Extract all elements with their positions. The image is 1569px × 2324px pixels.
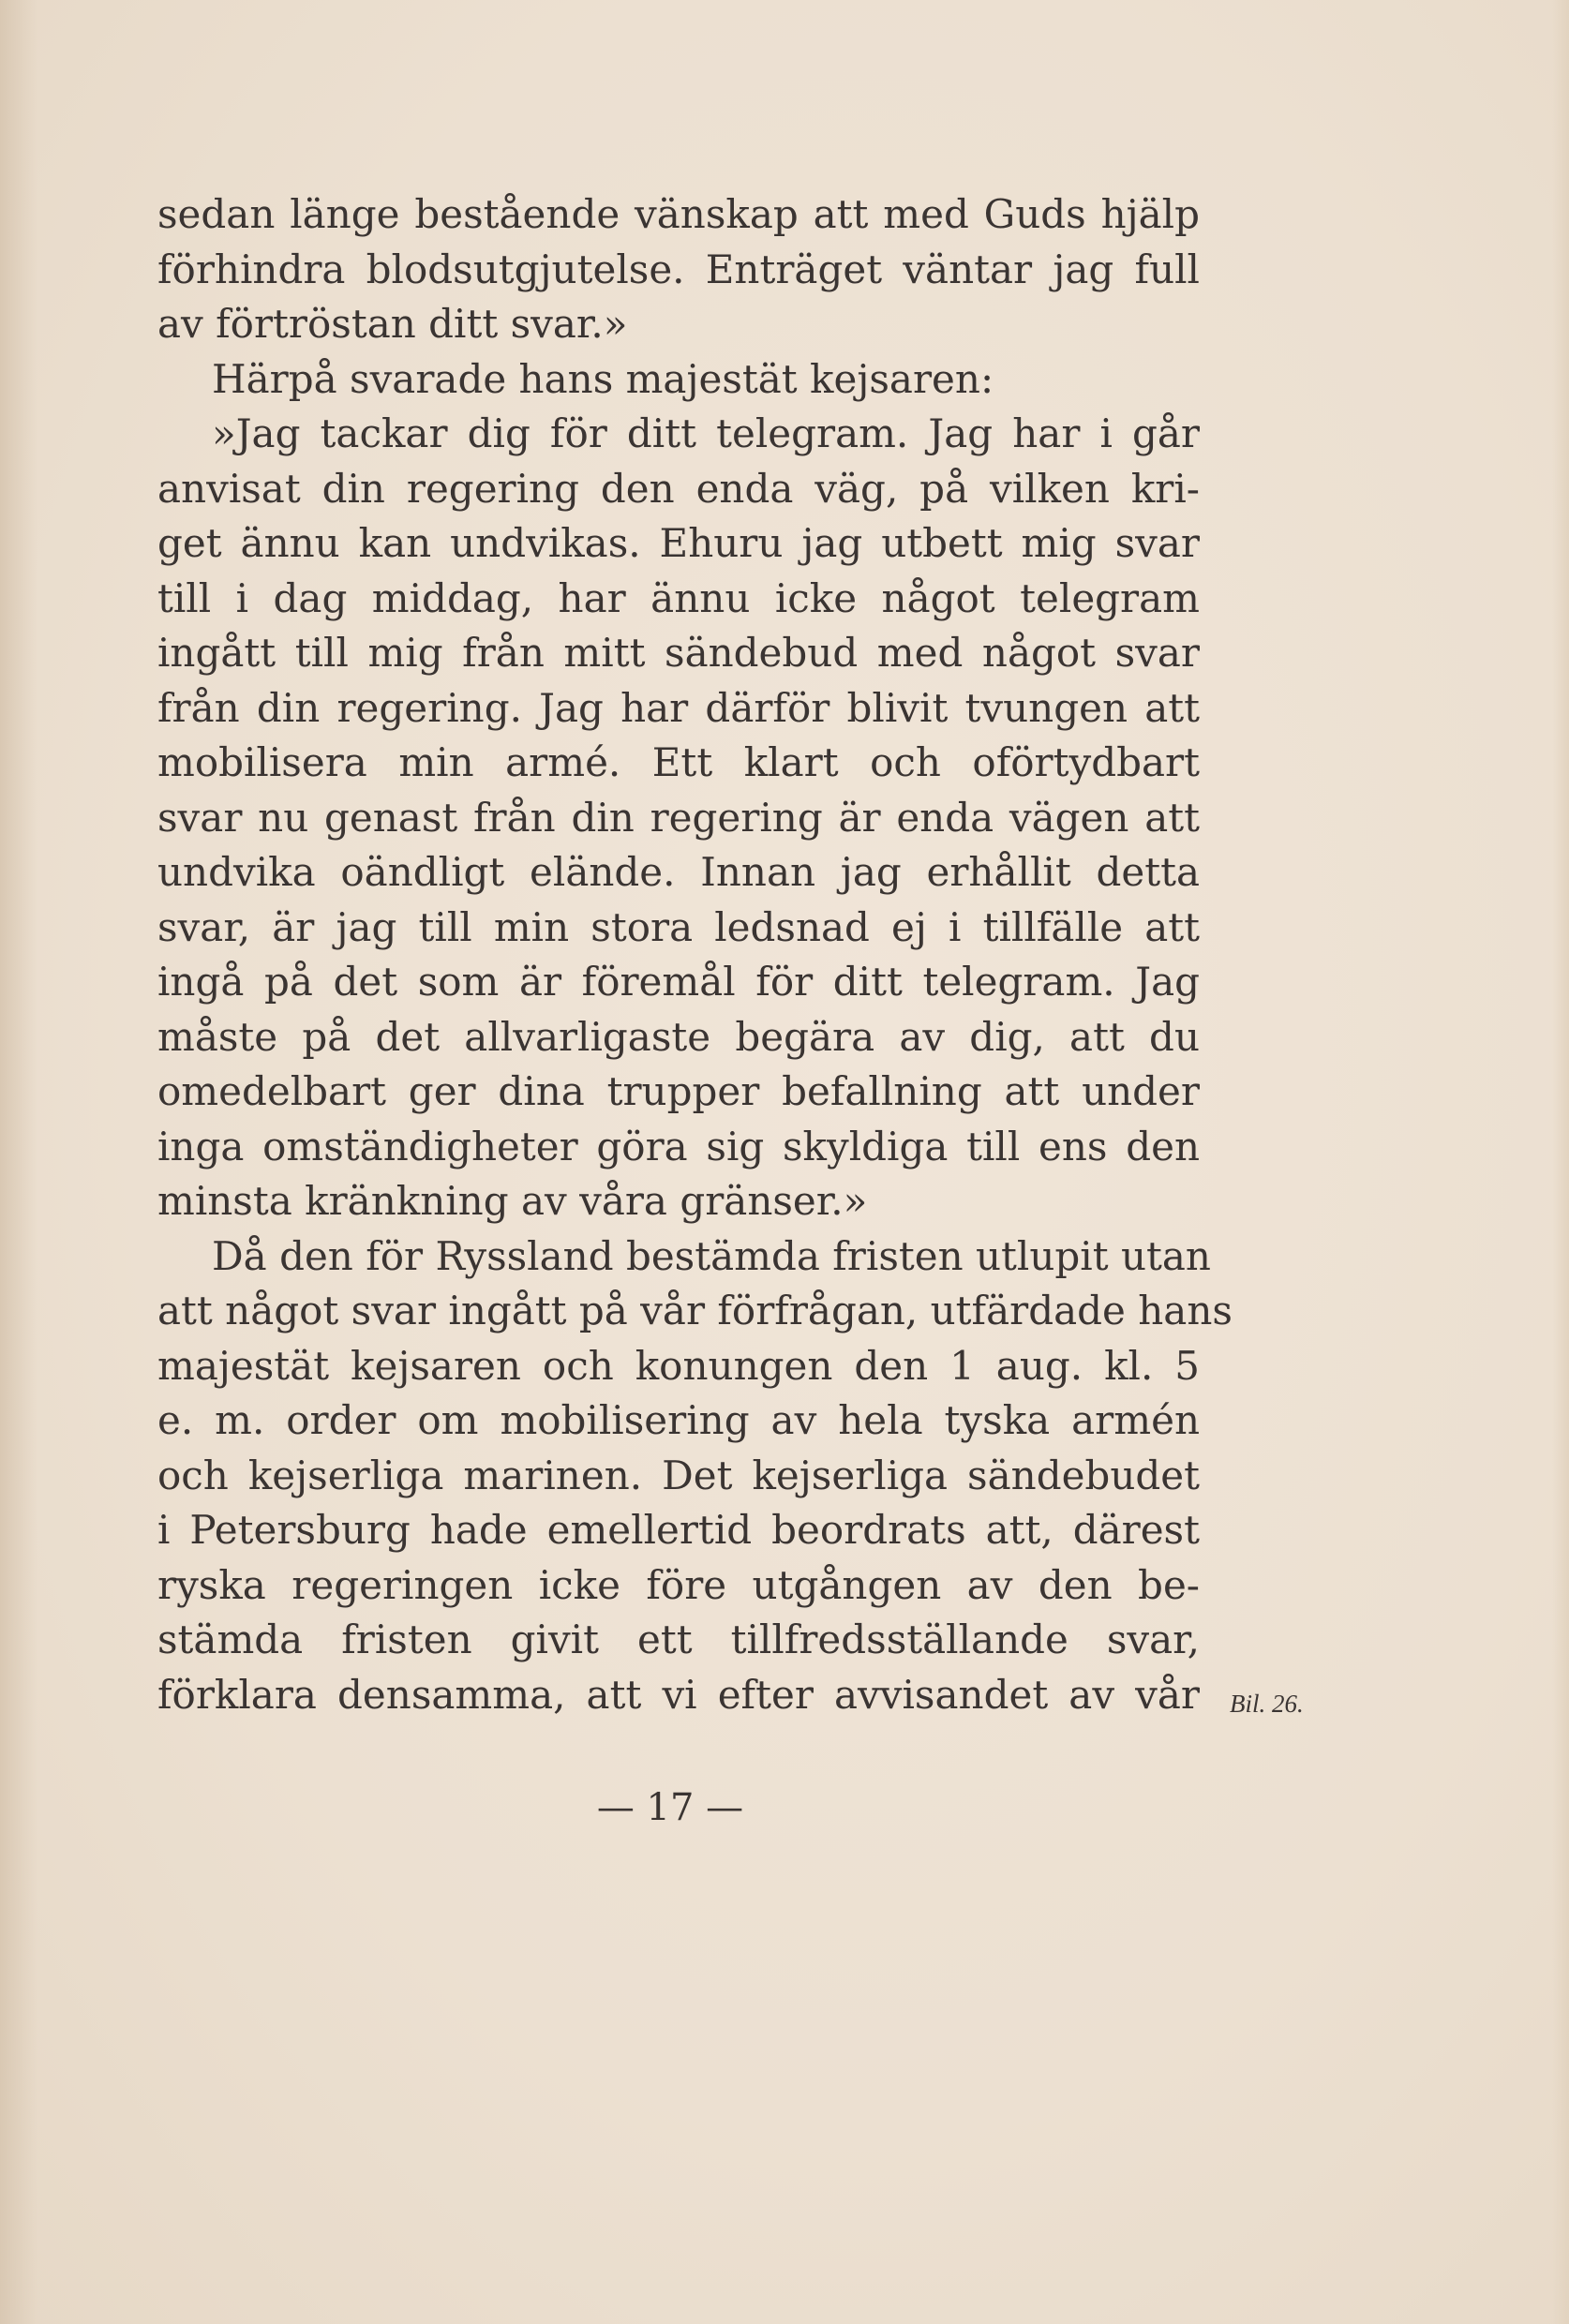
page-edge	[1552, 0, 1569, 2324]
text-line: omedelbart ger dina trupper befallning att under	[157, 1068, 1200, 1114]
text-line: Då den för Ryssland bestämda fristen utlupit utan	[212, 1232, 1211, 1279]
text-line: majestät kejsaren och konungen den 1 aug. kl. 5	[157, 1342, 1200, 1389]
text-line: sedan länge bestående vänskap att med Guds hjälp	[157, 191, 1200, 237]
text-line: e. m. order om mobilisering av hela tyska armén	[157, 1397, 1200, 1443]
body-text	[157, 187, 1233, 1722]
text-line: till i dag middag, har ännu icke något telegram	[157, 574, 1200, 621]
text-line: minsta kränkning av våra gränser.»	[157, 1178, 868, 1224]
text-line: att något svar ingått på vår förfrågan, utfärdade hans	[157, 1288, 1233, 1333]
text-line: get ännu kan undvikas. Ehuru jag utbett mig svar	[157, 520, 1200, 566]
text-line: svar, är jag till min stora ledsnad ej i tillfälle att	[157, 903, 1200, 950]
text-line: mobilisera min armé. Ett klart och oförtydbart	[157, 739, 1200, 785]
text-line: från din regering. Jag har därför blivit tvungen att	[157, 684, 1200, 731]
text-line: av förtröstan ditt svar.»	[157, 301, 628, 347]
text-line: i Petersburg hade emellertid beordrats att, därest	[157, 1507, 1200, 1553]
text-line: förhindra blodsutgjutelse. Enträget väntar jag full	[157, 246, 1200, 292]
text-line: undvika oändligt elände. Innan jag erhållit detta	[157, 849, 1200, 895]
text-line: ingått till mig från mitt sändebud med något svar	[157, 630, 1200, 676]
text-line: och kejserliga marinen. Det kejserliga sändebudet	[157, 1452, 1200, 1498]
text-line: Härpå svarade hans majestät kejsaren:	[212, 355, 994, 402]
text-line: anvisat din regering den enda väg, på vilken kri-	[157, 465, 1200, 512]
text-line: ryska regeringen icke före utgången av den be-	[157, 1561, 1200, 1608]
text-line: ingå på det som är föremål för ditt telegram. Jag	[157, 959, 1200, 1005]
text-line: måste på det allvarligaste begära av dig, att du	[157, 1013, 1200, 1060]
text-line: »Jag tackar dig för ditt telegram. Jag har i går	[212, 410, 1200, 456]
margin-note: Bil. 26.	[1230, 1690, 1304, 1718]
text-line: svar nu genast från din regering är enda vägen att	[157, 794, 1200, 841]
text-line: stämda fristen givit ett tillfredsställande svar,	[157, 1616, 1200, 1662]
page-number: — 17 —	[596, 1786, 744, 1829]
text-line: förklara densamma, att vi efter avvisandet av vår	[157, 1671, 1200, 1718]
gutter-shadow	[0, 0, 37, 2324]
text-line: inga omständigheter göra sig skyldiga till ens den	[157, 1123, 1200, 1169]
